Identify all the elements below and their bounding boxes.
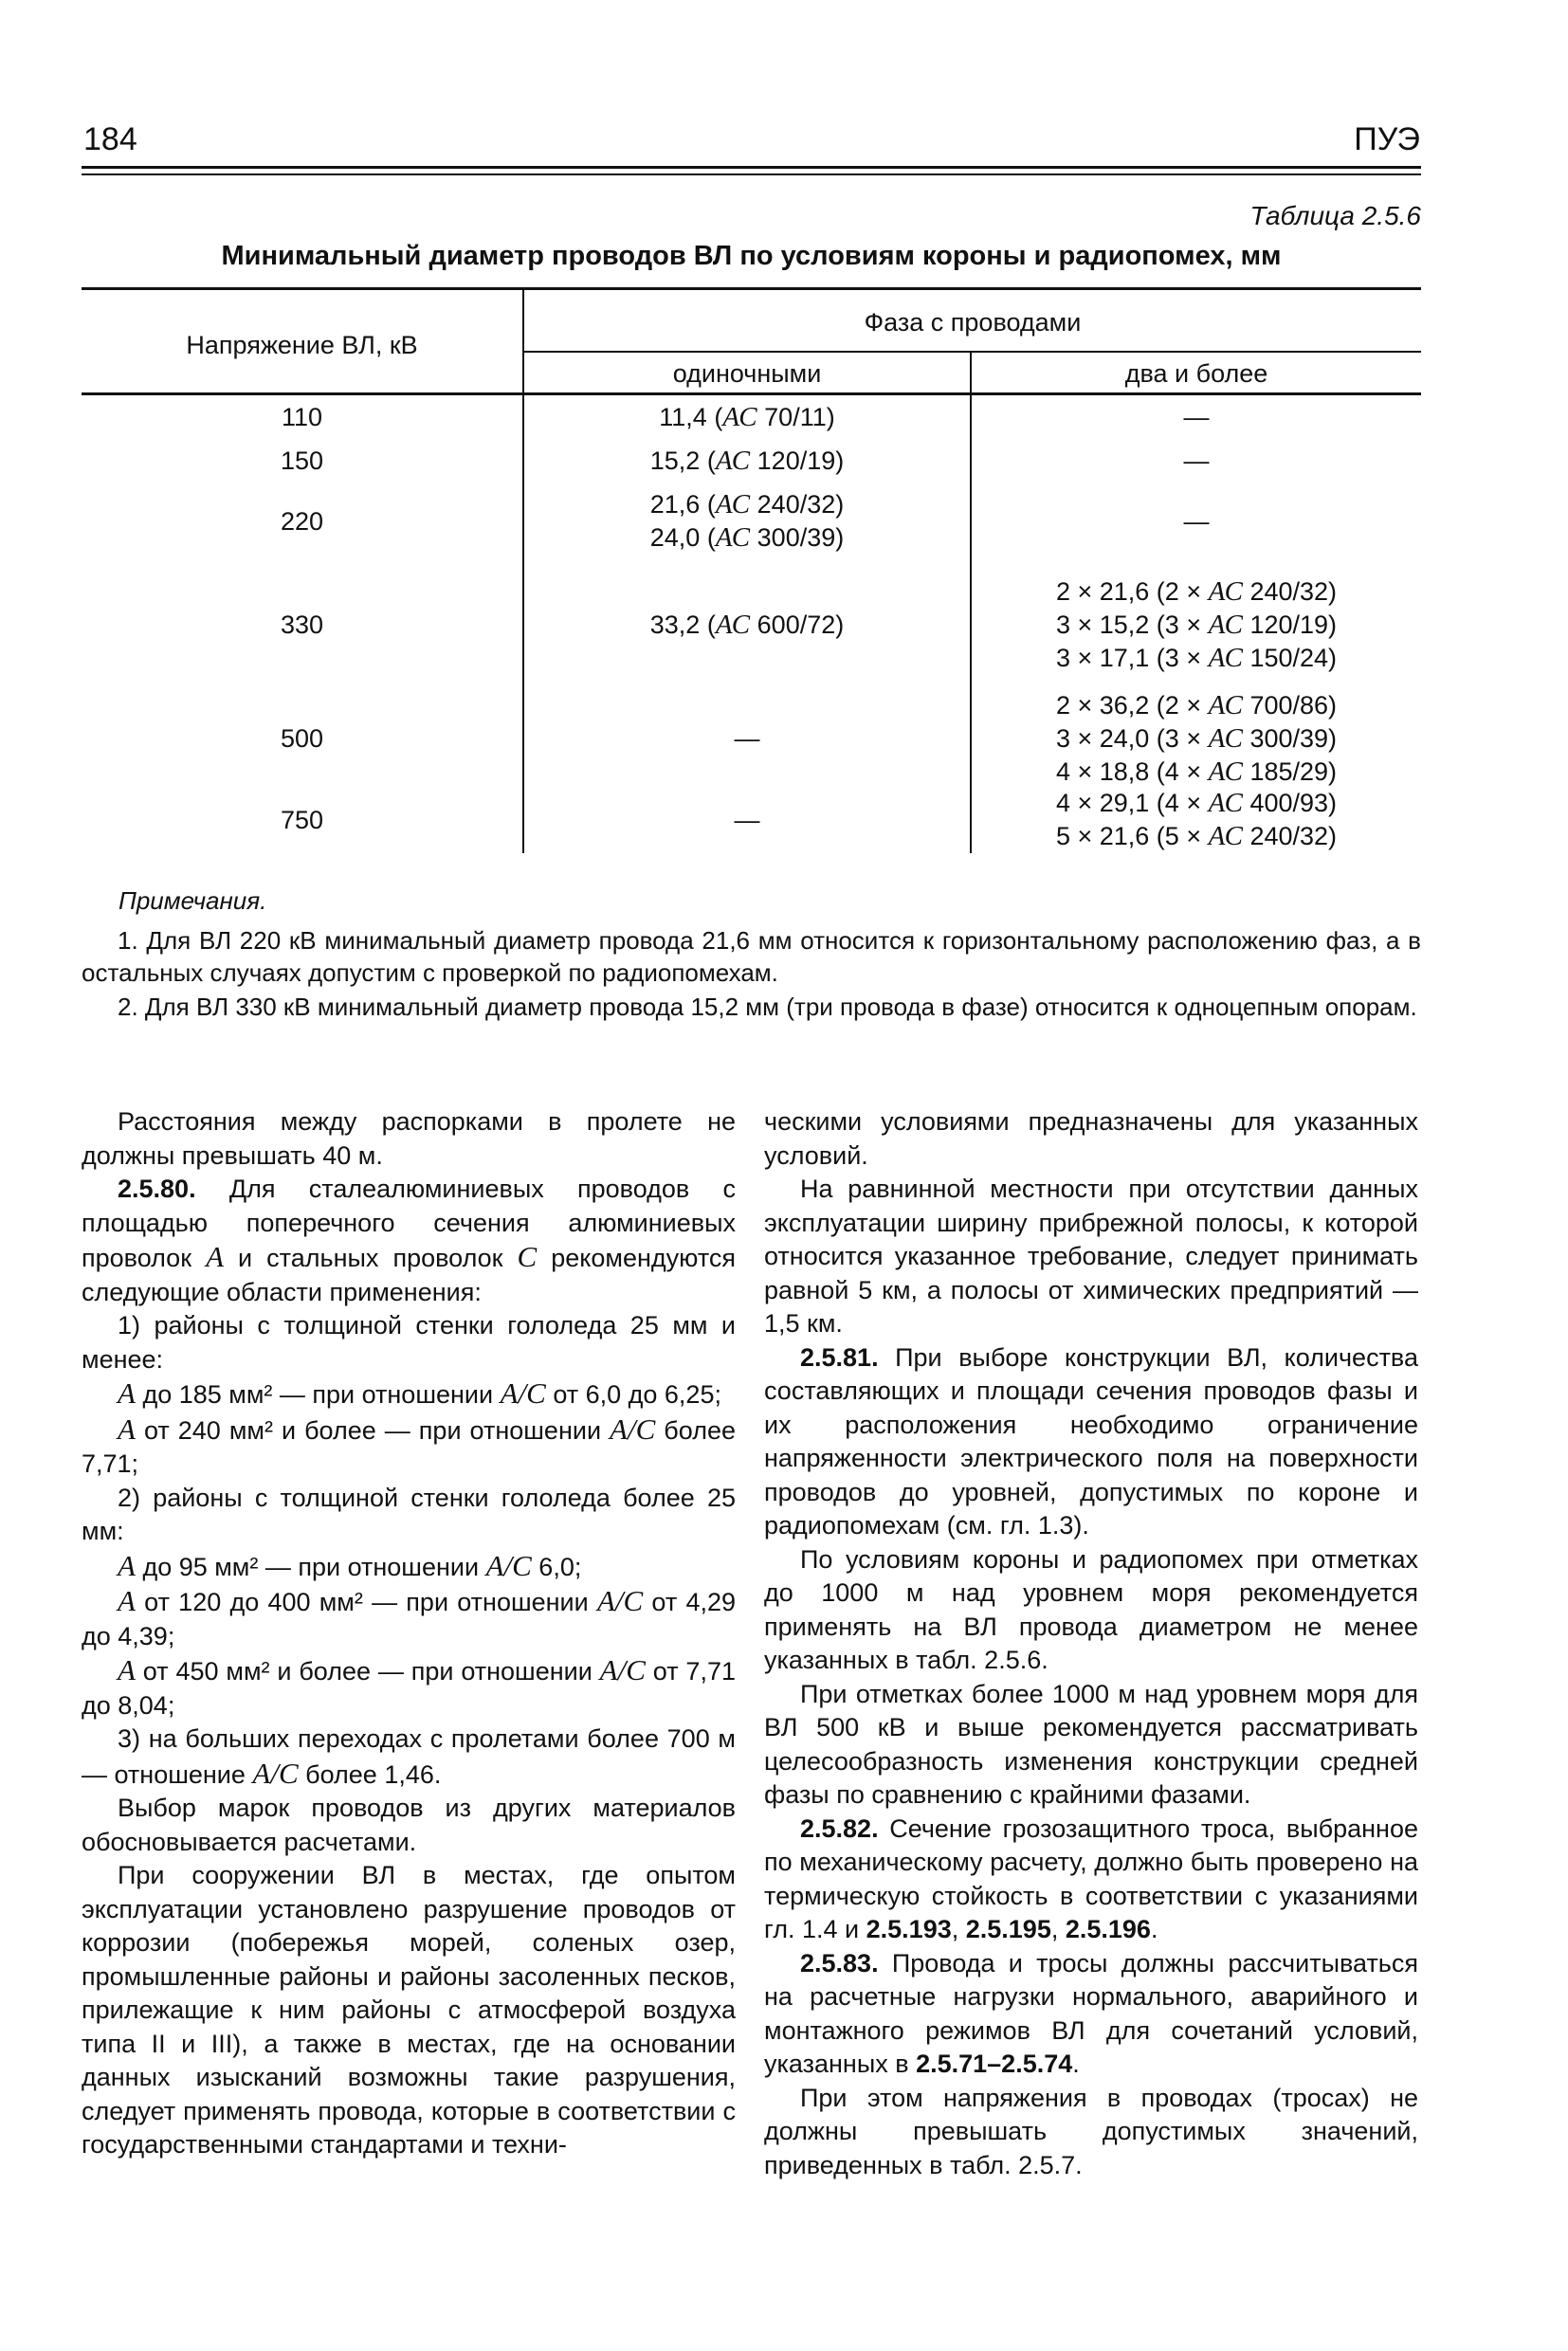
note-2: 2. Для ВЛ 330 кВ минимальный диаметр провода 15,2 мм (три провода в фазе) относится к одноцепным опорам. [118,993,1417,1021]
header-rule-thin [82,173,1421,175]
table-cell-single: 15,2 (АС 120/19) [649,446,845,476]
table-cell-voltage: 110 [281,403,323,431]
table-cell-multi: 3 × 17,1 (3 × АС 150/24) [1055,643,1338,673]
table-header-rule [82,392,1421,395]
paragraph-left-11: Выбор марок проводов из других материалов обосновывается расчетами. [82,1794,736,1856]
table-cell-multi: 4 × 29,1 (4 × АС 400/93) [1055,788,1338,818]
table-cell-multi: 2 × 21,6 (2 × АС 240/32) [1055,576,1338,607]
table-cell-multi: 2 × 36,2 (2 × АС 700/86) [1055,690,1338,720]
paragraph-left-8: А от 120 до 400 мм² — при отношении А/С от 4,29 до 4,39; [82,1584,736,1650]
paragraph-right-6: 2.5.82. Сечение грозозащитного троса, выбранное по механическому расчету, должно быть проверено на термическую стойкость в соответствии с указаниями гл. 1.4 и 2.5.193, 2.5.195, 2.5.196. [764,1813,1418,1943]
table-cell-single: 33,2 (АС 600/72) [649,610,845,640]
table-cell-single: 11,4 (АС 70/11) [659,402,835,432]
paragraph-left-3: 1) районы с толщиной стенки гололеда 25 мм и менее: [82,1311,736,1374]
table-cell-multi: 3 × 24,0 (3 × АС 300/39) [1055,723,1338,754]
table-number: Таблица 2.5.6 [1249,201,1421,230]
table-cell-single: — [734,805,760,834]
table-subheader-rule [524,351,1421,353]
notes-heading: Примечания. [119,886,267,915]
table-cell-voltage: 330 [280,611,324,639]
table-top-rule [82,287,1421,290]
table-cell-multi: — [1183,403,1210,431]
paragraph-left-9: А от 450 мм² и более — при отношении А/С от 7,71 до 8,04; [82,1653,736,1720]
paragraph-right-2: На равнинной местности при отсутствии данных эксплуатации ширину прибрежной полосы, к которой относится указанное требование, следует принимать равной 5 км, а полосы от химических предприятий — 1,5 км. [764,1175,1418,1338]
header-rule [82,166,1421,169]
paragraph-left-10: 3) на больших переходах с пролетами более 700 м — отношение А/С более 1,46. [82,1724,736,1790]
paragraph-right-4: По условиям короны и радиопомех при отметках до 1000 м над уровнем моря рекомендуется применять на ВЛ провода диаметром не менее указанных в табл. 2.5.6. [764,1544,1418,1674]
paragraph-left-1: Расстояния между распорками в пролете не должны превышать 40 м. [82,1107,736,1170]
paragraph-left-4: А до 185 мм² — при отношении А/С от 6,0 до 6,25; [118,1376,721,1410]
paragraph-left-5: А от 240 мм² и более — при отношении А/С более 7,71; [82,1412,736,1478]
paragraph-right-5: При отметках более 1000 м над уровнем моря для ВЛ 500 кВ и выше рекомендуется рассматривать целесообразность изменения конструкции средней фазы по сравнению с крайними фазами. [764,1679,1418,1809]
page-number: 184 [83,121,137,157]
paragraph-left-12: При сооружении ВЛ в местах, где опытом эксплуатации установлено разрушение проводов от коррозии (побережья морей, соленых озер, промышленные районы и районы засоленных песков, прилежащие к ним районы с атмосферой воздуха типа II и III), а также в местах, где на основании данных изысканий возможны такие разрушения, следует применять провода, которые в соответствии с государственными стандартами и техни- [82,1861,736,2159]
table-cell-multi: — [1183,447,1210,475]
paragraph-left-7: А до 95 мм² — при отношении А/С 6,0; [118,1548,582,1582]
table-cell-single: 24,0 (АС 300/39) [649,522,845,553]
table-title: Минимальный диаметр проводов ВЛ по условиям короны и радиопомех, мм [221,241,1282,271]
body-column-left [82,1105,736,2162]
table-cell-voltage: 150 [280,447,324,475]
table-cell-voltage: 220 [280,506,324,536]
running-title: ПУЭ [1354,121,1420,157]
table-cell-multi: 4 × 18,8 (4 × АС 185/29) [1055,756,1338,787]
table-cell-multi: 3 × 15,2 (3 × АС 120/19) [1055,610,1338,640]
paragraph-right-3: 2.5.81. При выборе конструкции ВЛ, количества составляющих и площади сечения проводов фазы и их расположения необходимо ограничение напряженности электрического поля на поверхности проводов до уровней, допустимых по короне и радиопомехам (см. гл. 1.3). [764,1342,1418,1540]
header-phase: Фаза с проводами [864,308,1082,337]
table-cell-voltage: 750 [280,805,324,834]
header-single: одиночными [672,359,822,388]
paragraph-right-7: 2.5.83. Провода и тросы должны рассчитываться на расчетные нагрузки нормального, аварийного и монтажного режимов ВЛ для сочетаний условий, указанных в 2.5.71–2.5.74. [764,1948,1418,2078]
table-cell-single: — [734,724,760,753]
header-multi: два и более [1124,359,1268,388]
table-cell-single: 21,6 (АС 240/32) [649,489,845,519]
body-column-right [764,1105,1418,2182]
paragraph-left-2: 2.5.80. Для сталеалюминиевых проводов с площадью поперечного сечения алюминиевых проволок А и стальных проволок С рекомендуются следующие области применения: [82,1175,737,1306]
table-cell-multi: 5 × 21,6 (5 × АС 240/32) [1055,821,1338,851]
header-voltage: Напряжение ВЛ, кВ [186,331,418,359]
paragraph-right-8: При этом напряжения в проводах (тросах) не должны превышать допустимых значений, приведенных в табл. 2.5.7. [764,2083,1418,2179]
table-cell-multi: — [1183,506,1210,536]
paragraph-right-1: ческими условиями предназначены для указанных условий. [764,1107,1418,1170]
table-cell-voltage: 500 [280,724,324,753]
paragraph-left-6: 2) районы с толщиной стенки гололеда более 25 мм: [82,1483,736,1545]
note-1: 1. Для ВЛ 220 кВ минимальный диаметр провода 21,6 мм относится к горизонтальному расположению фаз, а в остальных случаях допустим с проверкой по радиопомехам. [82,926,1421,987]
